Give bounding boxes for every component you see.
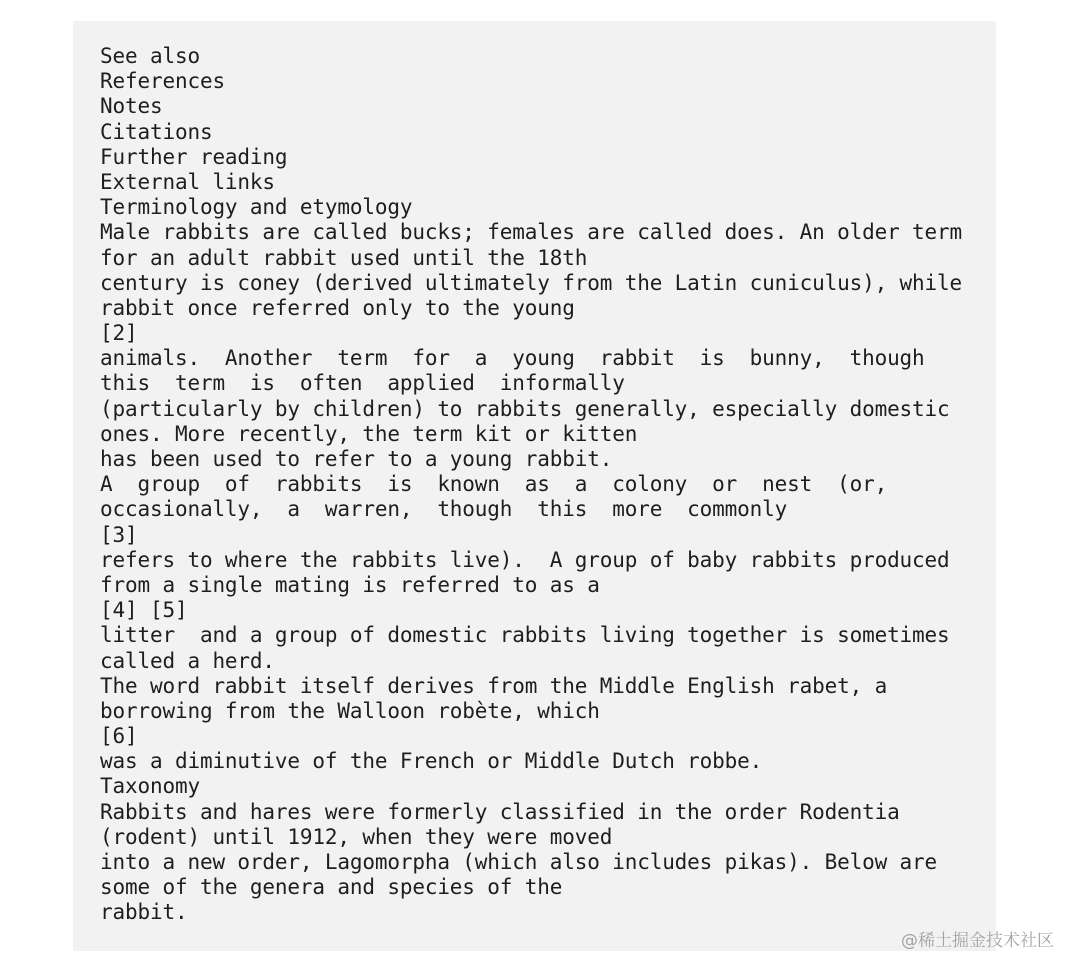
text-line: Terminology and etymology xyxy=(100,195,413,220)
text-line: External links xyxy=(100,169,275,194)
text-line: was a diminutive of the French or Middle Dutch robbe. xyxy=(100,749,763,774)
text-line: Male rabbits are called bucks; females are called does. An older term xyxy=(100,220,963,245)
text-line: Citations xyxy=(100,119,213,144)
text-line: References xyxy=(100,69,225,94)
text-line: litter and a group of domestic rabbits living together is sometimes xyxy=(100,623,950,648)
text-line: ones. More recently, the term kit or kitten xyxy=(100,421,638,446)
text-line: Further reading xyxy=(100,144,288,169)
text-line: refers to where the rabbits live). A group of baby rabbits produced xyxy=(100,547,950,572)
text-line: called a herd. xyxy=(100,648,275,673)
text-line: [2] xyxy=(100,321,138,346)
text-line: [6] xyxy=(100,724,138,749)
text-line: [4] [5] xyxy=(100,598,188,623)
text-line: Rabbits and hares were formerly classified in the order Rodentia xyxy=(100,799,900,824)
text-line: for an adult rabbit used until the 18th xyxy=(100,245,588,270)
text-line: from a single mating is referred to as a xyxy=(100,572,600,597)
text-line: rabbit. xyxy=(100,900,188,925)
text-line: this term is often applied informally xyxy=(100,371,625,396)
text-line: some of the genera and species of the xyxy=(100,875,563,900)
text-line: occasionally, a warren, though this more commonly xyxy=(100,497,788,522)
text-line: Taxonomy xyxy=(100,774,200,799)
text-line: century is coney (derived ultimately from the Latin cuniculus), while xyxy=(100,270,963,295)
extracted-text-panel xyxy=(73,21,996,951)
text-line: See also xyxy=(100,44,200,68)
text-line: (rodent) until 1912, when they were moved xyxy=(100,824,613,849)
text-line: Notes xyxy=(100,94,163,119)
text-line: rabbit once referred only to the young xyxy=(100,295,575,320)
text-line: animals. Another term for a young rabbit is bunny, though xyxy=(100,346,925,371)
watermark-label: @稀土掘金技术社区 xyxy=(901,931,1054,951)
text-line: into a new order, Lagomorpha (which also includes pikas). Below are xyxy=(100,850,938,874)
text-line: borrowing from the Walloon robète, which xyxy=(100,698,600,723)
text-line: has been used to refer to a young rabbit. xyxy=(100,447,613,471)
text-line: [3] xyxy=(100,522,138,547)
text-line: (particularly by children) to rabbits generally, especially domestic xyxy=(100,396,950,421)
text-line: A group of rabbits is known as a colony or nest (or, xyxy=(100,472,888,497)
text-line: The word rabbit itself derives from the Middle English rabet, a xyxy=(100,673,888,698)
